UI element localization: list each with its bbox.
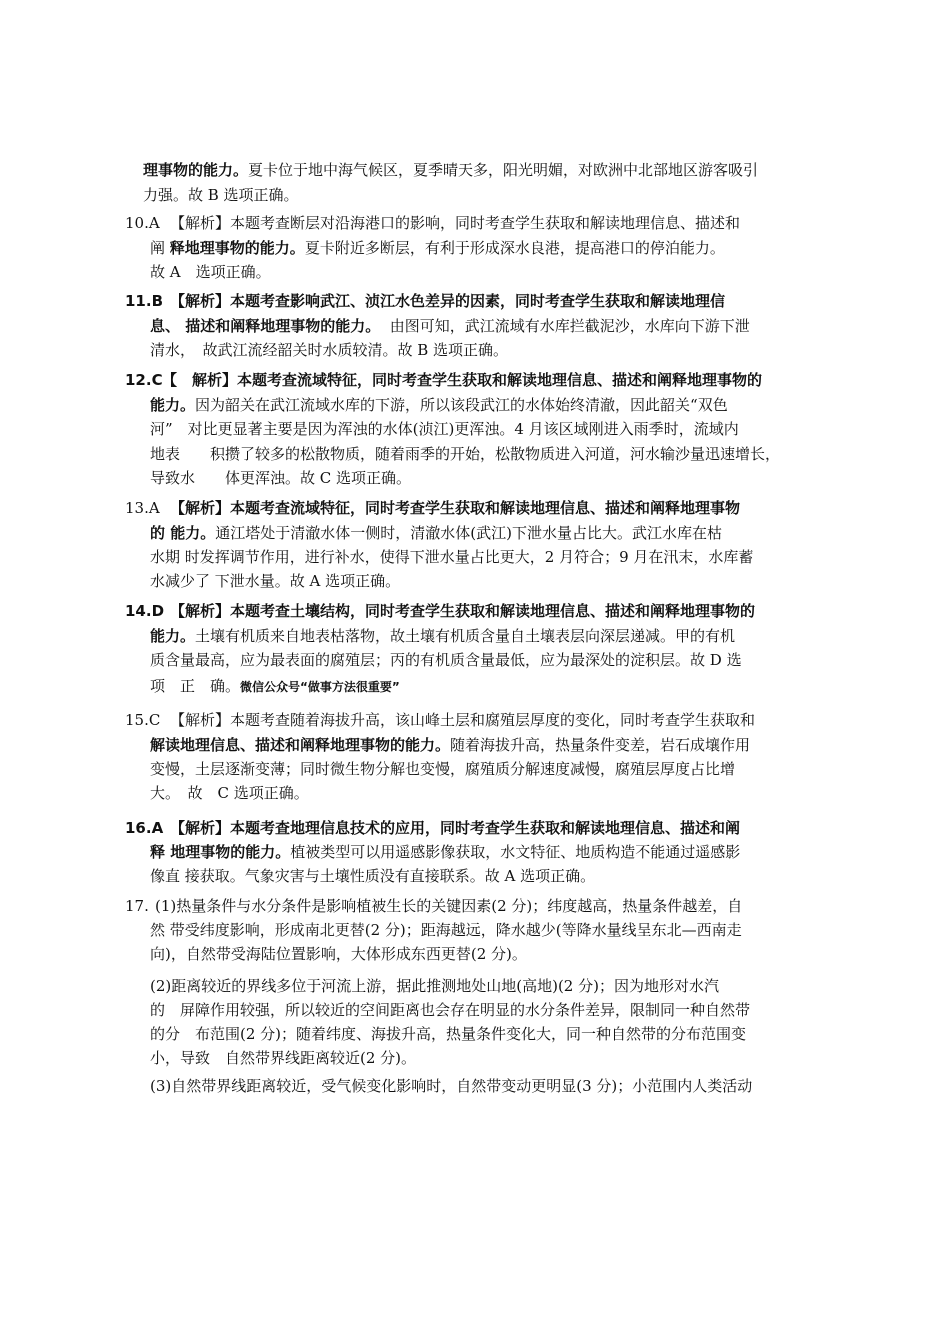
question-number: 17. <box>125 897 149 915</box>
text-span: 阐 <box>150 239 166 257</box>
question-number: 11.B <box>125 292 164 310</box>
question-number: 10.A <box>125 214 160 232</box>
text-line: 【解析】本题考查土壤结构，同时考查学生获取和解读地理信息、描述和阐释地理事物的 <box>170 602 756 620</box>
text-line <box>150 523 722 543</box>
text-line <box>143 160 758 180</box>
text-line: 故 A 选项正确。 <box>150 263 271 281</box>
question-number: 13.A <box>125 499 160 517</box>
text-line: 【解析】本题考查断层对沿海港口的影响，同时考查学生获取和解读地理信息、描述和 <box>170 214 741 232</box>
text-line: 【解析】本题考查流域特征，同时考查学生获取和解读地理信息、描述和阐释地理事物 <box>170 499 741 517</box>
text-line: 地表 积攒了较多的松散物质，随着雨季的开始，松散物质进入河道，河水输沙量迅速增长， <box>150 445 781 463</box>
text-line: (1)热量条件与水分条件是影响植被生长的关键因素(2 分)；纬度越高，热量条件越差，自 <box>155 897 743 915</box>
text-line <box>150 735 750 755</box>
text-line: 力强。故 B 选项正确。 <box>143 186 299 204</box>
question-number: 15.C <box>125 711 161 729</box>
text-line: 向)，自然带受海陆位置影响，大体形成东西更替(2 分)。 <box>150 945 527 963</box>
text-line <box>150 395 728 415</box>
text-line: 【解析】本题考查影响武江、浈江水色差异的因素，同时考查学生获取和解读地理信 <box>170 292 726 310</box>
text-line: 导致水 体更浑浊。故 C 选项正确。 <box>150 469 412 487</box>
text-line: 水减少了 下泄水量。故 A 选项正确。 <box>150 572 401 590</box>
text-line <box>150 626 735 646</box>
text-line: 河” 对比更显著主要是因为浑浊的水体(浈江)更浑浊。4 月该区域刚进入雨季时，流域内 <box>150 420 739 438</box>
text-line: 变慢，土层逐渐变薄；同时微生物分解也变慢，腐殖质分解速度减慢，腐殖层厚度占比增 <box>150 760 736 778</box>
watermark-text: 微信公众号“做事方法很重要” <box>240 680 400 694</box>
bold-phrase: 能力。 <box>150 627 196 645</box>
text-span: 夏卡位于地中海气候区，夏季晴天多，阳光明媚，对欧洲中北部地区游客吸引 <box>248 161 759 179</box>
question-number: 16.A <box>125 819 164 837</box>
text-line: 【解析】本题考查地理信息技术的应用，同时考查学生获取和解读地理信息、描述和阐 <box>170 819 741 837</box>
question-number: 12.C <box>125 371 163 389</box>
text-line <box>150 842 740 862</box>
text-line: (2)距离较近的界线多位于河流上游，据此推测地处山地(高地)(2 分)；因为地形对水汽 <box>150 977 719 995</box>
text-line: (3)自然带界线距离较近，受气候变化影响时，自然带变动更明显(3 分)；小范围内人类活动 <box>150 1077 753 1095</box>
bold-phrase: 解读地理信息、描述和阐释地理事物的能力。 <box>150 736 451 754</box>
text-span: 因为韶关在武江流域水库的下游，所以该段武江的水体始终清澈，因此韶关“双色 <box>195 396 728 414</box>
text-line: 清水， 故武江流经韶关时水质较清。故 B 选项正确。 <box>150 341 509 359</box>
text-line: 像直 接获取。气象灾害与土壤性质没有直接联系。故 A 选项正确。 <box>150 867 596 885</box>
bold-phrase: 能力。 <box>150 396 196 414</box>
text-span: 项 正 确。 <box>150 677 241 695</box>
text-span: 通江塔处于清澈水体一侧时，清澈水体(武江)下泄水量占比大。武江水库在枯 <box>215 524 722 542</box>
text-span: 由图可知，武江流域有水库拦截泥沙，水库向下游下泄 <box>389 317 750 335</box>
text-line <box>150 316 750 336</box>
text-span: 随着海拔升高，热量条件变差，岩石成壤作用 <box>450 736 751 754</box>
text-line: 小，导致 自然带界线距离较近(2 分)。 <box>150 1049 417 1067</box>
bold-phrase: 释 地理事物的能力。 <box>150 843 291 861</box>
bold-phrase: 释地理事物的能力。 <box>169 239 305 257</box>
text-line <box>150 238 725 258</box>
text-line: 【 解析】本题考查流域特征，同时考查学生获取和解读地理信息、描述和阐释地理事物的 <box>162 371 763 389</box>
text-line <box>150 676 400 697</box>
text-line: 大。 故 C 选项正确。 <box>150 784 309 802</box>
bold-phrase: 理事物的能力。 <box>143 161 249 179</box>
text-line: 质含量最高，应为最表面的腐殖层；丙的有机质含量最低，应为最深处的淀积层。故 D 选 <box>150 651 742 669</box>
text-line: 【解析】本题考查随着海拔升高，该山峰土层和腐殖层厚度的变化，同时考查学生获取和 <box>170 711 756 729</box>
bold-phrase: 息、 描述和阐释地理事物的能力。 <box>150 317 381 335</box>
text-span: 土壤有机质来自地表枯落物，故土壤有机质含量自土壤表层向深层递减。甲的有机 <box>195 627 736 645</box>
text-span: 夏卡附近多断层，有利于形成深水良港，提高港口的停泊能力。 <box>304 239 725 257</box>
bold-phrase: 的 能力。 <box>150 524 216 542</box>
text-span: 植被类型可以用遥感影像获取，水文特征、地质构造不能通过遥感影 <box>290 843 741 861</box>
text-line: 的 屏障作用较强，所以较近的空间距离也会存在明显的水分条件差异，限制同一种自然带 <box>150 1001 751 1019</box>
text-line: 水期 时发挥调节作用，进行补水，使得下泄水量占比更大，2 月符合；9 月在汛末，水库蓄 <box>150 548 754 566</box>
text-line: 然 带受纬度影响，形成南北更替(2 分)；距海越远，降水越少(等降水量线呈东北—西南走 <box>150 921 742 939</box>
question-number: 14.D <box>125 602 165 620</box>
text-line: 的分 布范围(2 分)；随着纬度、海拔升高，热量条件变化大，同一种自然带的分布范围变 <box>150 1025 747 1043</box>
